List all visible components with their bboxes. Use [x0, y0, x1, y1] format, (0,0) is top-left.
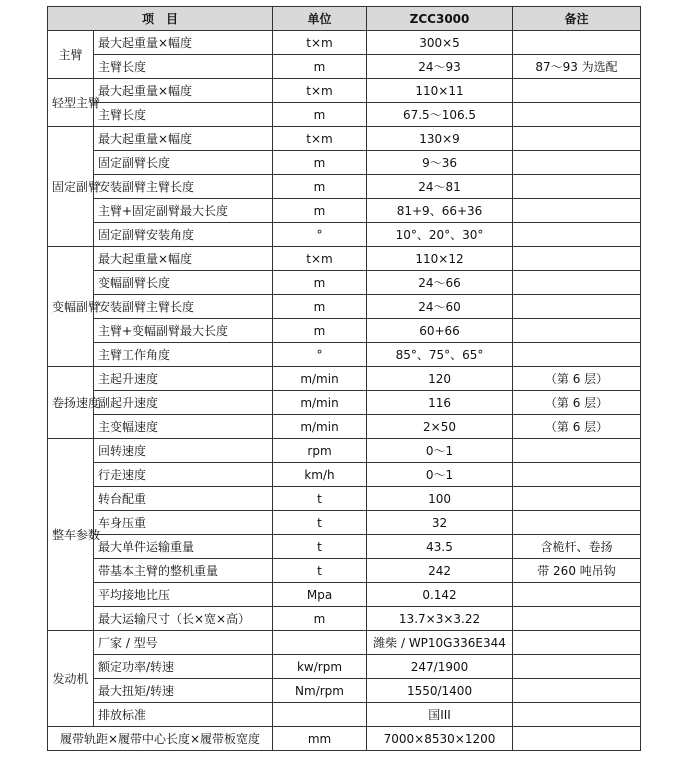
row-value: 0～1	[367, 439, 513, 463]
group-label: 主臂	[48, 31, 94, 79]
row-value: 潍柴 / WP10G336E344	[367, 631, 513, 655]
table-row	[48, 367, 641, 391]
row-value: 81+9、66+36	[367, 199, 513, 223]
row-note: （第 6 层）	[513, 391, 641, 415]
table-row	[48, 415, 641, 439]
row-unit: m/min	[273, 391, 367, 415]
row-item: 主臂工作角度	[94, 343, 273, 367]
row-item: 转台配重	[94, 487, 273, 511]
table-row	[48, 79, 641, 103]
header-note: 备注	[513, 7, 641, 31]
row-item: 最大运输尺寸（长×宽×高）	[94, 607, 273, 631]
group-label: 整车参数	[48, 439, 94, 631]
row-unit: km/h	[273, 463, 367, 487]
row-unit: Mpa	[273, 583, 367, 607]
row-value: 130×9	[367, 127, 513, 151]
table-row	[48, 343, 641, 367]
table-row	[48, 655, 641, 679]
row-note	[513, 607, 641, 631]
row-note	[513, 655, 641, 679]
row-unit: m	[273, 271, 367, 295]
row-value: 247/1900	[367, 655, 513, 679]
table-body	[48, 31, 641, 751]
row-item: 带基本主臂的整机重量	[94, 559, 273, 583]
row-item: 固定副臂安装角度	[94, 223, 273, 247]
row-note: 含桅杆、卷扬	[513, 535, 641, 559]
row-item: 变幅副臂长度	[94, 271, 273, 295]
row-item: 履带轨距×履带中心长度×履带板宽度	[48, 727, 273, 751]
row-note	[513, 223, 641, 247]
row-note	[513, 703, 641, 727]
row-item: 平均接地比压	[94, 583, 273, 607]
row-unit: t×m	[273, 127, 367, 151]
row-item: 排放标准	[94, 703, 273, 727]
row-item: 行走速度	[94, 463, 273, 487]
table-row	[48, 223, 641, 247]
row-note	[513, 271, 641, 295]
row-value: 0～1	[367, 463, 513, 487]
table-row	[48, 31, 641, 55]
row-unit: t	[273, 535, 367, 559]
row-value: 60+66	[367, 319, 513, 343]
row-unit: kw/rpm	[273, 655, 367, 679]
specification-table	[47, 6, 641, 751]
row-note: （第 6 层）	[513, 367, 641, 391]
group-label: 卷扬速度	[48, 367, 94, 439]
row-value: 国III	[367, 703, 513, 727]
row-note	[513, 31, 641, 55]
row-value: 9～36	[367, 151, 513, 175]
table-row	[48, 487, 641, 511]
row-item: 副起升速度	[94, 391, 273, 415]
row-note	[513, 511, 641, 535]
row-note	[513, 583, 641, 607]
row-unit: Nm/rpm	[273, 679, 367, 703]
table-row	[48, 151, 641, 175]
row-value: 110×11	[367, 79, 513, 103]
row-unit: m	[273, 151, 367, 175]
row-item: 主臂长度	[94, 55, 273, 79]
row-unit: t	[273, 511, 367, 535]
row-value: 43.5	[367, 535, 513, 559]
row-unit: m	[273, 103, 367, 127]
table-row	[48, 391, 641, 415]
row-item: 主变幅速度	[94, 415, 273, 439]
row-item: 厂家 / 型号	[94, 631, 273, 655]
row-note	[513, 199, 641, 223]
row-item: 最大起重量×幅度	[94, 79, 273, 103]
row-value: 1550/1400	[367, 679, 513, 703]
row-note	[513, 295, 641, 319]
row-unit: m	[273, 607, 367, 631]
table-row	[48, 535, 641, 559]
header-model: ZCC3000	[367, 7, 513, 31]
row-item: 最大起重量×幅度	[94, 127, 273, 151]
row-note: 87～93 为选配	[513, 55, 641, 79]
row-note	[513, 127, 641, 151]
row-value: 85°、75°、65°	[367, 343, 513, 367]
row-unit: t	[273, 559, 367, 583]
row-unit: °	[273, 223, 367, 247]
row-item: 安装副臂主臂长度	[94, 175, 273, 199]
row-note	[513, 343, 641, 367]
group-label: 固定副臂	[48, 127, 94, 247]
row-value: 7000×8530×1200	[367, 727, 513, 751]
row-unit: t×m	[273, 31, 367, 55]
table-row	[48, 127, 641, 151]
table-row	[48, 511, 641, 535]
row-note	[513, 679, 641, 703]
row-item: 回转速度	[94, 439, 273, 463]
table-row	[48, 679, 641, 703]
row-item: 安装副臂主臂长度	[94, 295, 273, 319]
group-label: 变幅副臂	[48, 247, 94, 367]
row-unit: m	[273, 199, 367, 223]
table-row	[48, 247, 641, 271]
row-value: 13.7×3×3.22	[367, 607, 513, 631]
row-value: 116	[367, 391, 513, 415]
table-row	[48, 583, 641, 607]
row-note	[513, 631, 641, 655]
row-unit: m	[273, 295, 367, 319]
row-note	[513, 727, 641, 751]
row-item: 主臂+固定副臂最大长度	[94, 199, 273, 223]
row-note	[513, 247, 641, 271]
table-row	[48, 607, 641, 631]
row-value: 32	[367, 511, 513, 535]
row-value: 242	[367, 559, 513, 583]
group-label: 发动机	[48, 631, 94, 727]
row-value: 300×5	[367, 31, 513, 55]
row-unit: t×m	[273, 79, 367, 103]
row-value: 100	[367, 487, 513, 511]
table-row	[48, 175, 641, 199]
row-item: 最大起重量×幅度	[94, 31, 273, 55]
row-unit: rpm	[273, 439, 367, 463]
row-item: 主起升速度	[94, 367, 273, 391]
table-row-last	[48, 727, 641, 751]
row-value: 110×12	[367, 247, 513, 271]
row-note	[513, 151, 641, 175]
row-unit: m	[273, 175, 367, 199]
header-item: 项 目	[48, 7, 273, 31]
table-row	[48, 271, 641, 295]
row-note	[513, 103, 641, 127]
header-unit: 单位	[273, 7, 367, 31]
row-unit: m/min	[273, 367, 367, 391]
row-value: 24～93	[367, 55, 513, 79]
table-row	[48, 199, 641, 223]
row-value: 120	[367, 367, 513, 391]
row-note	[513, 439, 641, 463]
table-row	[48, 295, 641, 319]
row-note	[513, 79, 641, 103]
row-note	[513, 463, 641, 487]
table-header-row	[48, 7, 641, 31]
row-note	[513, 487, 641, 511]
row-unit: t	[273, 487, 367, 511]
row-item: 最大扭矩/转速	[94, 679, 273, 703]
row-value: 0.142	[367, 583, 513, 607]
table-row	[48, 703, 641, 727]
table-row	[48, 463, 641, 487]
row-note: 带 260 吨吊钩	[513, 559, 641, 583]
table-row	[48, 631, 641, 655]
row-value: 24～81	[367, 175, 513, 199]
row-value: 2×50	[367, 415, 513, 439]
row-unit	[273, 631, 367, 655]
row-note	[513, 175, 641, 199]
row-unit: t×m	[273, 247, 367, 271]
row-unit: m/min	[273, 415, 367, 439]
table-row	[48, 439, 641, 463]
row-note	[513, 319, 641, 343]
row-item: 最大起重量×幅度	[94, 247, 273, 271]
table-row	[48, 55, 641, 79]
row-unit: °	[273, 343, 367, 367]
row-note: （第 6 层）	[513, 415, 641, 439]
row-item: 额定功率/转速	[94, 655, 273, 679]
row-unit: m	[273, 319, 367, 343]
row-unit: mm	[273, 727, 367, 751]
row-unit: m	[273, 55, 367, 79]
row-item: 车身压重	[94, 511, 273, 535]
row-item: 固定副臂长度	[94, 151, 273, 175]
table-row	[48, 559, 641, 583]
row-value: 24～60	[367, 295, 513, 319]
table-row	[48, 319, 641, 343]
row-value: 67.5～106.5	[367, 103, 513, 127]
group-label: 轻型主臂	[48, 79, 94, 127]
row-item: 主臂+变幅副臂最大长度	[94, 319, 273, 343]
row-unit	[273, 703, 367, 727]
table-row	[48, 103, 641, 127]
row-item: 主臂长度	[94, 103, 273, 127]
row-item: 最大单件运输重量	[94, 535, 273, 559]
row-value: 10°、20°、30°	[367, 223, 513, 247]
row-value: 24～66	[367, 271, 513, 295]
